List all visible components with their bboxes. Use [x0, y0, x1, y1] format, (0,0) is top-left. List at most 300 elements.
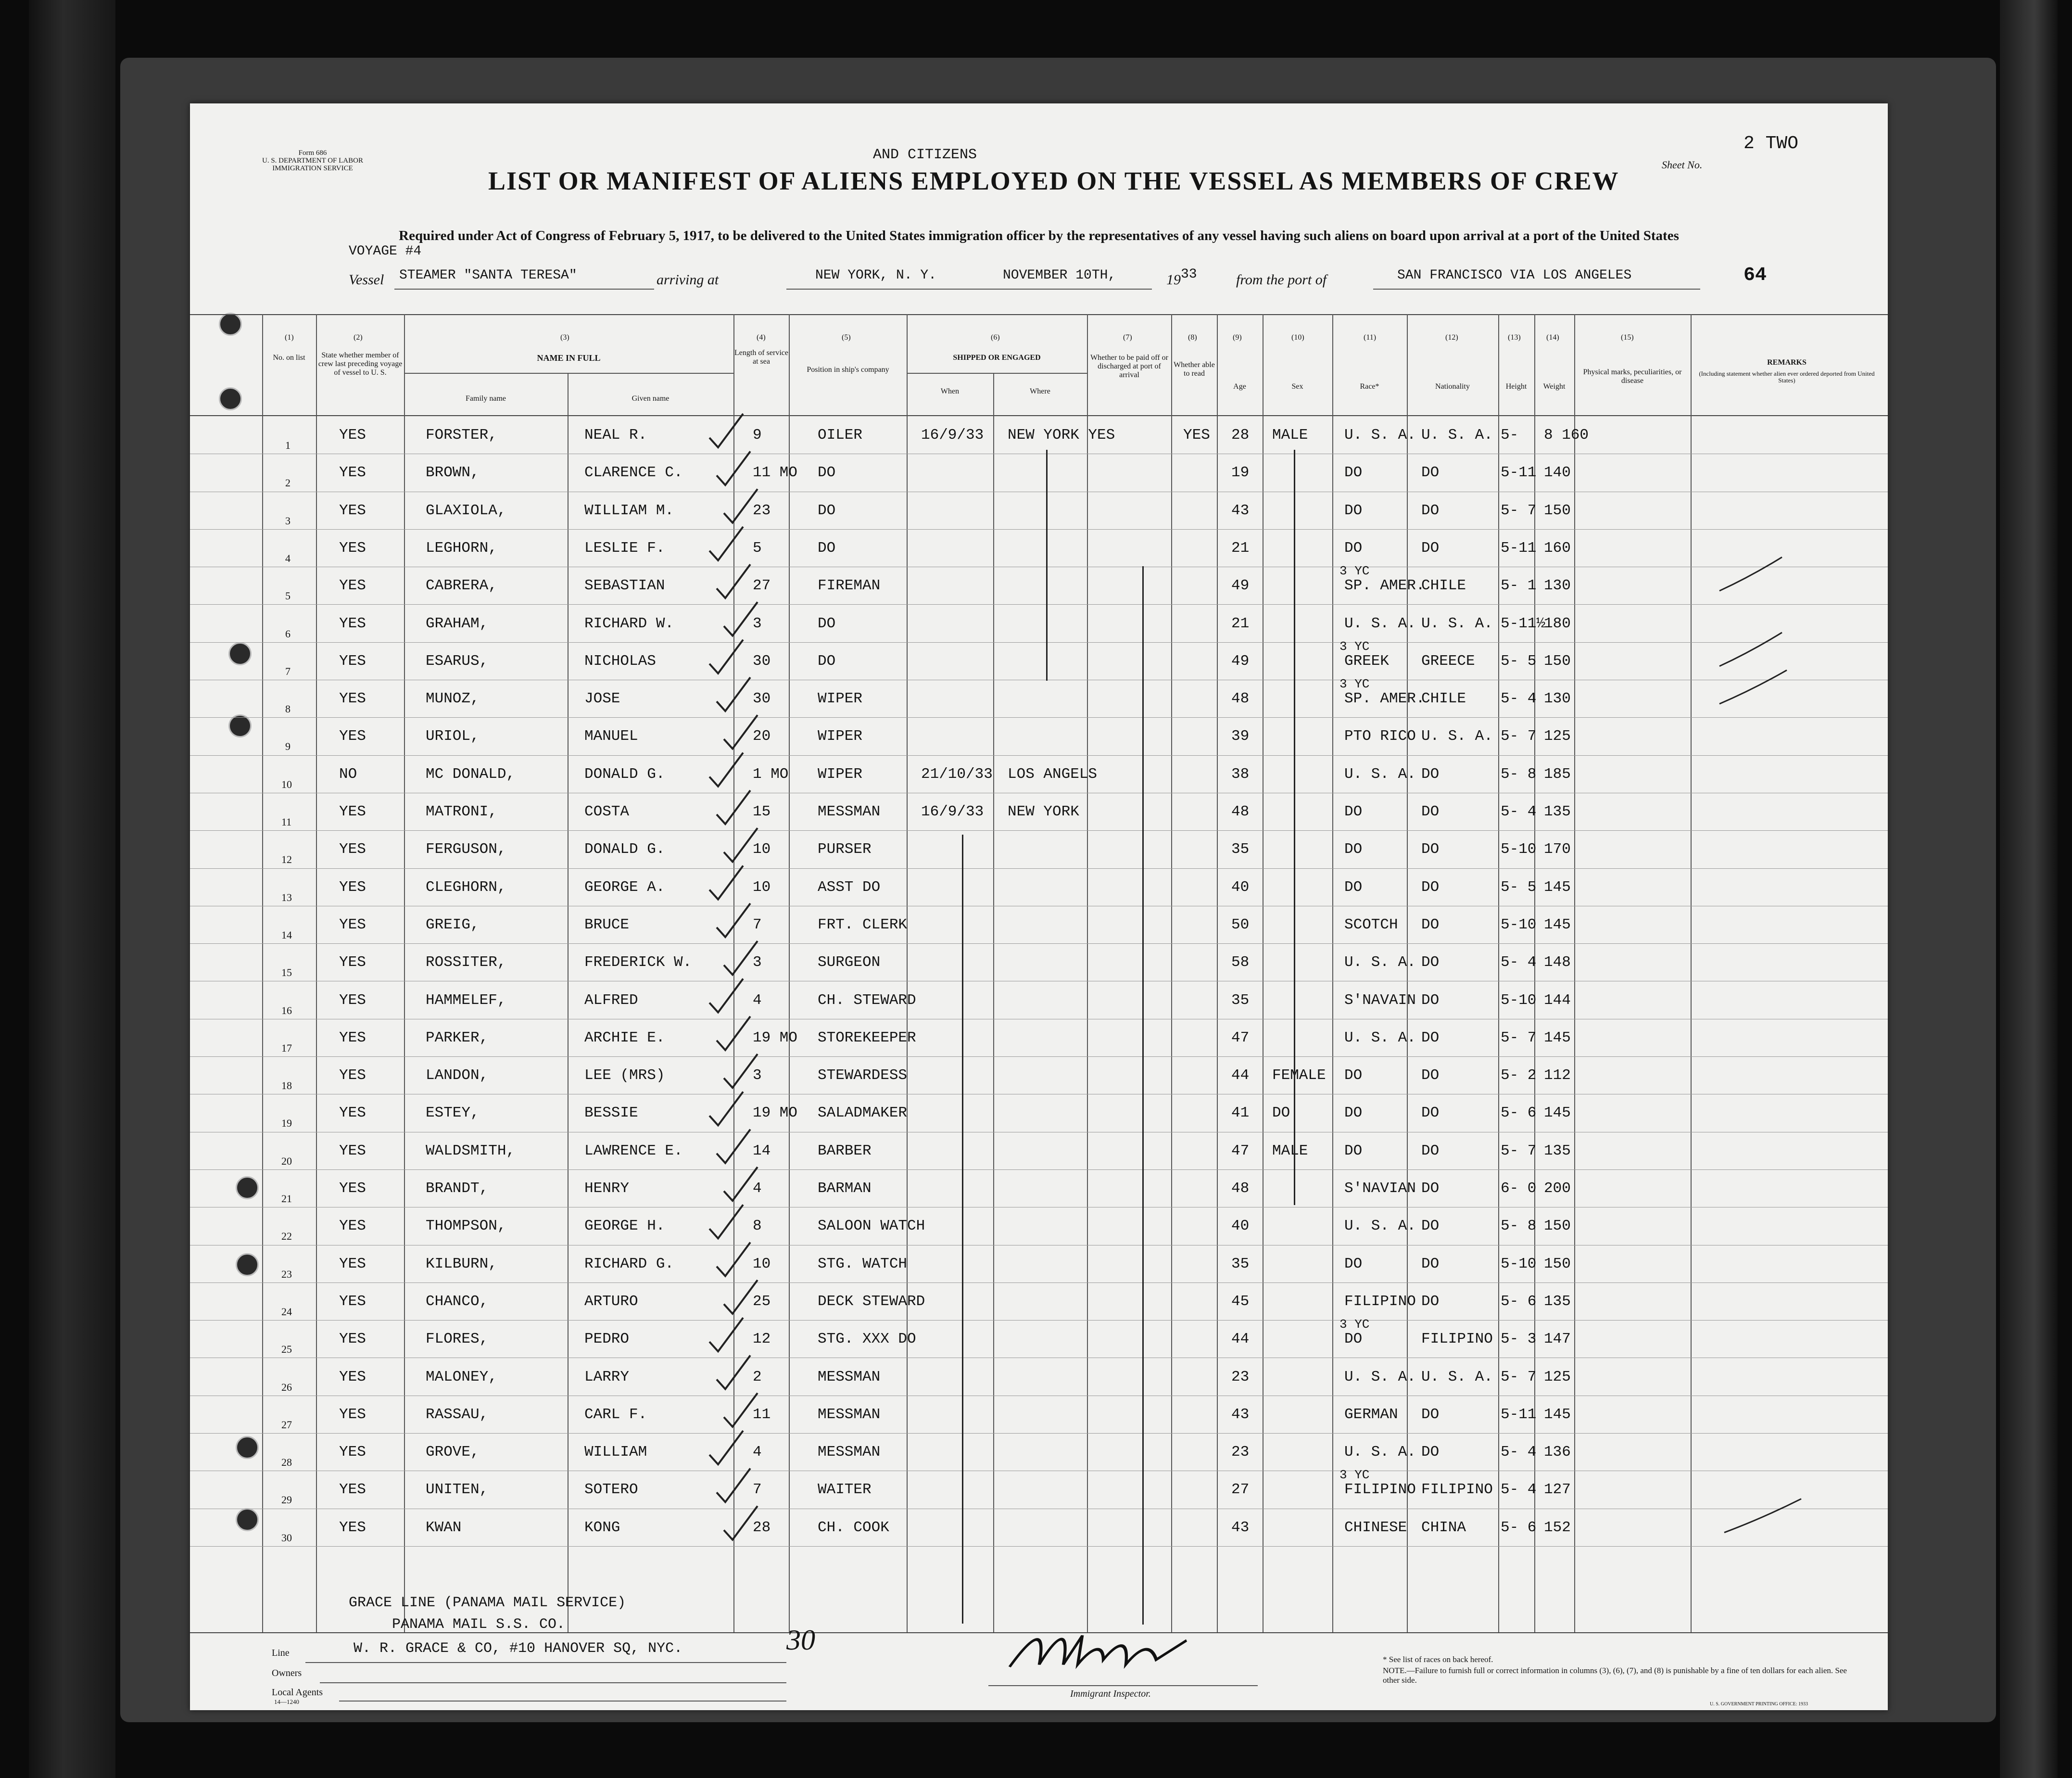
cell-race: SP. AMER.: [1344, 577, 1425, 595]
header-family-name: Family name: [466, 394, 506, 403]
cell-given: SOTERO: [584, 1481, 638, 1499]
row-number: 17: [281, 1041, 292, 1054]
vessel-label: Vessel: [349, 272, 384, 288]
cell-family: MC DONALD,: [426, 765, 516, 783]
check-mark: [724, 1280, 758, 1314]
cell-weight: 150: [1544, 652, 1571, 670]
cell-family: GLAXIOLA,: [426, 502, 506, 519]
cell-crew: YES: [339, 1406, 366, 1423]
cell-family: MALONEY,: [426, 1368, 497, 1385]
cell-service: 3: [753, 954, 762, 971]
remark-stroke: [1719, 557, 1782, 591]
cell-given: FREDERICK W.: [584, 954, 692, 971]
cell-height: 5- 7: [1501, 502, 1537, 519]
cell-nationality: DO: [1421, 916, 1440, 933]
row-number: 16: [281, 1004, 292, 1016]
cell-age: 47: [1231, 1142, 1250, 1159]
cell-nationality: DO: [1421, 803, 1440, 820]
cell-weight: 135: [1544, 1293, 1571, 1310]
cell-race: DO: [1344, 539, 1363, 557]
remark-stroke: [1719, 670, 1787, 704]
cell-height: 5- 3: [1501, 1331, 1537, 1348]
check-mark: [717, 1468, 750, 1502]
cell-position: BARMAN: [818, 1180, 872, 1197]
cell-nationality: DO: [1421, 1180, 1440, 1197]
cell-nationality: DO: [1421, 1293, 1440, 1310]
cell-position: WIPER: [818, 765, 863, 783]
row-number: 19: [281, 1117, 292, 1130]
cell-crew: YES: [339, 878, 366, 896]
cell-height: 5- 7: [1501, 1029, 1537, 1046]
cell-family: MUNOZ,: [426, 690, 480, 708]
check-mark: [724, 941, 758, 975]
cell-where: LOS ANGELS: [1008, 765, 1098, 783]
cell-age: 27: [1231, 1481, 1250, 1499]
cell-service: 30: [753, 690, 771, 708]
cell-family: BROWN,: [426, 464, 480, 482]
cell-weight: 160: [1544, 539, 1571, 557]
cell-race: U. S. A.: [1344, 1444, 1416, 1461]
line-label: Line: [272, 1648, 290, 1658]
races-note: * See list of races on back hereof.: [1383, 1655, 1493, 1664]
cell-race: U. S. A.: [1344, 1218, 1416, 1235]
cell-family: HAMMELEF,: [426, 991, 506, 1009]
cell-crew: YES: [339, 916, 366, 933]
check-mark: [724, 602, 758, 636]
cell-family: LEGHORN,: [426, 539, 497, 557]
service-name: IMMIGRATION SERVICE: [272, 165, 353, 172]
cell-age: 48: [1231, 1180, 1250, 1197]
cell-crew: YES: [339, 1029, 366, 1046]
cell-service: 20: [753, 728, 771, 745]
cell-given: CLARENCE C.: [584, 464, 683, 482]
row-number: 26: [281, 1381, 292, 1393]
col-number: (6): [991, 333, 1000, 342]
cell-crew: YES: [339, 1331, 366, 1348]
cell-weight: 170: [1544, 841, 1571, 858]
cell-race: DO: [1344, 1105, 1363, 1122]
cell-given: LARRY: [584, 1368, 630, 1385]
cell-crew: YES: [339, 502, 366, 519]
cell-race: DO: [1344, 803, 1363, 820]
cell-position: STG. WATCH: [818, 1255, 908, 1272]
row-number: 24: [281, 1305, 292, 1318]
cell-race: FILIPINO: [1344, 1293, 1416, 1310]
cell-position: OILER: [818, 427, 863, 444]
cell-service: 11 MO: [753, 464, 798, 482]
cell-nationality: DO: [1421, 1067, 1440, 1084]
header-remarks: REMARKS: [1767, 358, 1807, 367]
cell-service: 14: [753, 1142, 771, 1159]
cell-family: FLORES,: [426, 1331, 489, 1348]
cell-service: 1 MO: [753, 765, 789, 783]
header-when: When: [940, 387, 960, 395]
check-mark: [709, 1092, 743, 1125]
cell-service: 4: [753, 1444, 762, 1461]
cell-weight: 200: [1544, 1180, 1571, 1197]
cell-weight: 145: [1544, 878, 1571, 896]
cell-family: KILBURN,: [426, 1255, 497, 1272]
cell-crew: YES: [339, 1293, 366, 1310]
cell-race: PTO RICO: [1344, 728, 1416, 745]
cell-given: ARTURO: [584, 1293, 638, 1310]
cell-weight: 150: [1544, 502, 1571, 519]
check-mark: [709, 866, 743, 900]
cell-weight: 145: [1544, 1029, 1571, 1046]
cell-height: 5-: [1501, 427, 1519, 444]
cell-given: DONALD G.: [584, 841, 665, 858]
cell-age: 40: [1231, 1218, 1250, 1235]
col-number: (4): [757, 333, 766, 342]
cell-position: DO: [818, 502, 836, 519]
header-nationality: Nationality: [1435, 382, 1470, 391]
check-mark: [709, 1205, 743, 1238]
margin-number: 64: [1744, 265, 1767, 286]
cell-height: 5- 6: [1501, 1105, 1537, 1122]
cell-age: 35: [1231, 841, 1250, 858]
cell-crew: NO: [339, 765, 357, 783]
row-number: 9: [285, 740, 291, 753]
cell-weight: 145: [1544, 1406, 1571, 1423]
check-mark: [717, 1243, 750, 1276]
cell-nationality: DO: [1421, 1255, 1440, 1272]
cell-age: 19: [1231, 464, 1250, 482]
cell-given: WILLIAM: [584, 1444, 647, 1461]
cell-weight: 145: [1544, 916, 1571, 933]
col-number: (13): [1508, 333, 1521, 342]
cell-race: GREEK: [1344, 652, 1390, 670]
cell-service: 8: [753, 1218, 762, 1235]
row-number: 12: [281, 853, 292, 866]
cell-weight: 130: [1544, 577, 1571, 595]
row-number: 3: [285, 514, 291, 527]
cell-weight: 8 160: [1544, 427, 1589, 444]
cell-height: 5- 2: [1501, 1067, 1537, 1084]
cell-race: U. S. A.: [1344, 765, 1416, 783]
cell-position: FRT. CLERK: [818, 916, 908, 933]
cell-crew: YES: [339, 1481, 366, 1499]
row-number: 30: [281, 1531, 292, 1544]
cell-crew: YES: [339, 803, 366, 820]
row-number: 13: [281, 891, 292, 903]
cell-weight: 136: [1544, 1444, 1571, 1461]
cell-height: 5- 5: [1501, 878, 1537, 896]
agents-underline: [339, 1701, 786, 1702]
arrival-year: 33: [1181, 267, 1197, 282]
cell-family: RASSAU,: [426, 1406, 489, 1423]
cell-age: 44: [1231, 1331, 1250, 1348]
cell-family: WALDSMITH,: [426, 1142, 516, 1159]
cell-family: GREIG,: [426, 916, 480, 933]
cell-height: 5- 4: [1501, 1481, 1537, 1499]
cell-service: 4: [753, 1180, 762, 1197]
check-mark: [709, 640, 743, 673]
cell-weight: 144: [1544, 991, 1571, 1009]
cell-position: SURGEON: [818, 954, 881, 971]
cell-race: SCOTCH: [1344, 916, 1398, 933]
cell-nationality: DO: [1421, 502, 1440, 519]
cell-family: GROVE,: [426, 1444, 480, 1461]
cell-weight: 148: [1544, 954, 1571, 971]
cell-read: YES: [1183, 427, 1210, 444]
manifest-sheet: [190, 103, 1888, 1710]
inspector-signature: [997, 1626, 1211, 1690]
origin-port: SAN FRANCISCO VIA LOS ANGELES: [1397, 268, 1632, 283]
cell-age: 23: [1231, 1368, 1250, 1385]
col-number: (10): [1291, 333, 1304, 342]
header-given-name: Given name: [632, 394, 670, 403]
cell-height: 5- 7: [1501, 1368, 1537, 1385]
check-mark: [709, 979, 743, 1013]
cell-age: 48: [1231, 803, 1250, 820]
row-number: 21: [281, 1193, 292, 1205]
remark-stroke: [1719, 633, 1782, 666]
penalty-note: NOTE.—Failure to furnish full or correct information in columns (3), (6), (7), and (8) is punishable by a fine of ten dollars for each alien. See other side.: [1383, 1666, 1847, 1685]
cell-position: WIPER: [818, 690, 863, 708]
cell-service: 10: [753, 841, 771, 858]
cell-race: DO: [1344, 1067, 1363, 1084]
cell-given: KONG: [584, 1519, 620, 1536]
cell-crew: YES: [339, 728, 366, 745]
header-weight: Weight: [1543, 382, 1566, 391]
header-able-to-read: Whether able to read: [1174, 361, 1215, 378]
cell-nationality: DO: [1421, 1444, 1440, 1461]
cell-position: FIREMAN: [818, 577, 881, 595]
cell-family: PARKER,: [426, 1029, 489, 1046]
cell-family: ESARUS,: [426, 652, 489, 670]
cell-when: 21/10/33: [921, 765, 993, 783]
cell-position: DECK STEWARD: [818, 1293, 925, 1310]
cell-age: 48: [1231, 690, 1250, 708]
check-mark: [709, 1318, 743, 1351]
cell-nationality: FILIPINO: [1421, 1481, 1493, 1499]
cell-crew: YES: [339, 1105, 366, 1122]
cell-nationality: U. S. A.: [1421, 728, 1493, 745]
cell-race: S'NAVIAN: [1344, 1180, 1416, 1197]
cell-age: 35: [1231, 991, 1250, 1009]
grace-line-text: GRACE LINE (PANAMA MAIL SERVICE): [349, 1595, 626, 1611]
cell-race: U. S. A.: [1344, 954, 1416, 971]
header-position: Position in ship's company: [807, 366, 889, 374]
cell-service: 10: [753, 1255, 771, 1272]
cell-age: 43: [1231, 502, 1250, 519]
check-mark: [717, 1016, 750, 1050]
cell-family: KWAN: [426, 1519, 462, 1536]
cell-family: ROSSITER,: [426, 954, 506, 971]
cell-position: BARBER: [818, 1142, 872, 1159]
cell-race: S'NAVAIN: [1344, 991, 1416, 1009]
cell-height: 5- 7: [1501, 1142, 1537, 1159]
cell-race: U. S. A.: [1344, 615, 1416, 632]
cell-height: 5-11: [1501, 464, 1537, 482]
cell-given: LAWRENCE E.: [584, 1142, 683, 1159]
cell-crew: YES: [339, 1218, 366, 1235]
check-mark: [724, 715, 758, 749]
col-number: (12): [1445, 333, 1458, 342]
printing-office: U. S. GOVERNMENT PRINTING OFFICE: 1933: [1710, 1702, 1808, 1707]
row-number: 6: [285, 627, 291, 640]
header-where: Where: [1030, 387, 1050, 395]
header-no-on-list: No. on list: [273, 354, 305, 362]
cell-race-note: 3 YC: [1339, 1468, 1370, 1483]
cell-given: GEORGE H.: [584, 1218, 665, 1235]
cell-race: GERMAN: [1344, 1406, 1398, 1423]
cell-height: 5-11½: [1501, 615, 1546, 632]
cell-service: 2: [753, 1368, 762, 1385]
cell-height: 5-10: [1501, 1255, 1537, 1272]
cell-weight: 180: [1544, 615, 1571, 632]
cell-age: 35: [1231, 1255, 1250, 1272]
cell-weight: 150: [1544, 1255, 1571, 1272]
cell-weight: 125: [1544, 1368, 1571, 1385]
check-mark: [709, 414, 743, 447]
cell-weight: 185: [1544, 765, 1571, 783]
col-number: (14): [1546, 333, 1559, 342]
cell-crew: YES: [339, 652, 366, 670]
cell-age: 21: [1231, 615, 1250, 632]
cell-position: PURSER: [818, 841, 872, 858]
cell-given: ALFRED: [584, 991, 638, 1009]
cell-given: PEDRO: [584, 1331, 630, 1348]
cell-nationality: DO: [1421, 539, 1440, 557]
cell-height: 5-11: [1501, 1406, 1537, 1423]
cell-crew: YES: [339, 1368, 366, 1385]
cell-family: CLEGHORN,: [426, 878, 506, 896]
cell-service: 27: [753, 577, 771, 595]
binder-strip: [29, 0, 115, 1778]
cell-height: 6- 0: [1501, 1180, 1537, 1197]
cell-crew: YES: [339, 577, 366, 595]
cell-height: 5-11: [1501, 539, 1537, 557]
cell-when: 16/9/33: [921, 427, 984, 444]
cell-weight: 145: [1544, 1105, 1571, 1122]
cell-service: 7: [753, 1481, 762, 1499]
cell-family: CHANCO,: [426, 1293, 489, 1310]
owners-underline: [320, 1682, 786, 1683]
cell-family: THOMPSON,: [426, 1218, 506, 1235]
signature-scribble: [1001, 1626, 1211, 1679]
cell-position: MESSMAN: [818, 1368, 881, 1385]
cell-given: RICHARD W.: [584, 615, 674, 632]
cell-race: U. S. A.: [1344, 1029, 1416, 1046]
row-number: 8: [285, 703, 291, 715]
cell-given: BRUCE: [584, 916, 630, 933]
cell-race: U. S. A.: [1344, 427, 1416, 444]
owners-label: Owners: [272, 1668, 302, 1678]
line-value: PANAMA MAIL S.S. CO.: [392, 1616, 566, 1633]
cell-crew: YES: [339, 427, 366, 444]
owners-value: W. R. GRACE & CO, #10 HANOVER SQ, NYC.: [354, 1640, 683, 1657]
cell-crew: YES: [339, 1444, 366, 1461]
cell-crew: YES: [339, 954, 366, 971]
row-number: 25: [281, 1343, 292, 1356]
binder-strip-right: [2000, 0, 2058, 1778]
cell-height: 5- 4: [1501, 954, 1537, 971]
cell-race-note: 3 YC: [1339, 564, 1370, 579]
cell-height: 5- 4: [1501, 803, 1537, 820]
cell-race: U. S. A.: [1344, 1368, 1416, 1385]
row-number: 10: [281, 778, 292, 790]
header-age: Age: [1233, 382, 1246, 391]
cell-crew: YES: [339, 690, 366, 708]
cell-position: DO: [818, 615, 836, 632]
row-number: 28: [281, 1456, 292, 1469]
check-mark: [724, 828, 758, 862]
cell-crew: YES: [339, 464, 366, 482]
col-number: (7): [1123, 333, 1132, 342]
cell-age: 23: [1231, 1444, 1250, 1461]
cell-position: MESSMAN: [818, 1444, 881, 1461]
cell-sex: MALE: [1272, 1142, 1308, 1159]
cell-nationality: U. S. A.: [1421, 615, 1493, 632]
cell-family: GRAHAM,: [426, 615, 489, 632]
cell-height: 5- 4: [1501, 690, 1537, 708]
local-agents-label: Local Agents: [272, 1687, 323, 1698]
header-length-of-service: Length of service at sea: [734, 349, 788, 366]
cell-age: 58: [1231, 954, 1250, 971]
cell-position: MESSMAN: [818, 1406, 881, 1423]
row-number: 1: [285, 439, 291, 451]
cell-given: COSTA: [584, 803, 630, 820]
cell-position: WAITER: [818, 1481, 872, 1499]
cell-given: MANUEL: [584, 728, 638, 745]
sheet-number: 2 TWO: [1744, 133, 1799, 154]
voyage-number: VOYAGE #4: [349, 244, 422, 259]
cell-crew: YES: [339, 1255, 366, 1272]
sheet-label: Sheet No.: [1662, 159, 1703, 171]
cell-nationality: DO: [1421, 991, 1440, 1009]
cell-race: DO: [1344, 502, 1363, 519]
header-shipped-or-engaged: SHIPPED OR ENGAGED: [953, 354, 1041, 362]
header-sex: Sex: [1291, 382, 1303, 391]
cell-race: CHINESE: [1344, 1519, 1407, 1536]
line-underline: [305, 1662, 786, 1663]
cell-height: 5-10: [1501, 991, 1537, 1009]
arriving-port: NEW YORK, N. Y.: [815, 268, 937, 283]
row-number: 5: [285, 590, 291, 602]
cell-age: 43: [1231, 1406, 1250, 1423]
cell-crew: YES: [339, 991, 366, 1009]
col-number: (9): [1233, 333, 1242, 342]
check-mark: [717, 790, 750, 824]
cell-age: 49: [1231, 577, 1250, 595]
cell-race-note: 3 YC: [1339, 1317, 1370, 1332]
check-mark: [724, 489, 758, 523]
header-remarks-sub: (Including statement whether alien ever ordered deported from United States): [1699, 370, 1875, 384]
cell-nationality: DO: [1421, 1218, 1440, 1235]
document-title: LIST OR MANIFEST OF ALIENS EMPLOYED ON THE VESSEL AS MEMBERS OF CREW: [488, 166, 1619, 195]
cell-service: 25: [753, 1293, 771, 1310]
cell-weight: 127: [1544, 1481, 1571, 1499]
cell-position: SALOON WATCH: [818, 1218, 925, 1235]
row-number: 11: [281, 816, 292, 828]
cell-age: 45: [1231, 1293, 1250, 1310]
cell-given: JOSE: [584, 690, 620, 708]
cell-given: GEORGE A.: [584, 878, 665, 896]
col-number: (11): [1364, 333, 1377, 342]
cell-family: MATRONI,: [426, 803, 497, 820]
cell-weight: 135: [1544, 803, 1571, 820]
cell-age: 40: [1231, 878, 1250, 896]
cell-crew: YES: [339, 539, 366, 557]
cell-sex: FEMALE: [1272, 1067, 1326, 1084]
cell-service: 19 MO: [753, 1029, 798, 1046]
cell-given: DONALD G.: [584, 765, 665, 783]
cell-age: 47: [1231, 1029, 1250, 1046]
cell-position: DO: [818, 652, 836, 670]
cell-family: UNITEN,: [426, 1481, 489, 1499]
cell-age: 41: [1231, 1105, 1250, 1122]
